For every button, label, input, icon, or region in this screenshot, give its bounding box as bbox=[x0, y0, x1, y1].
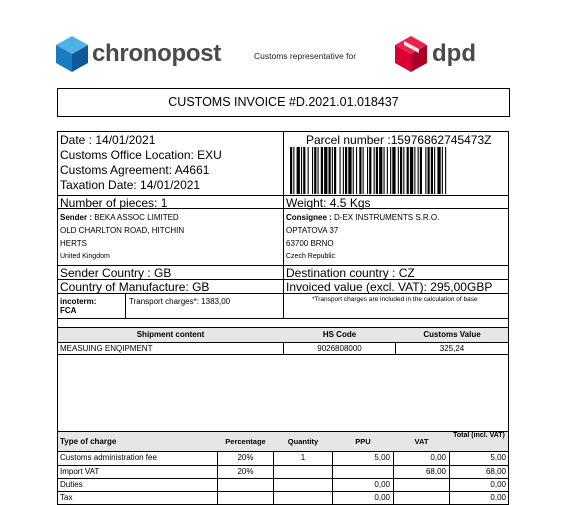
barcode-bar bbox=[420, 147, 422, 194]
charge-cell-total: 0,00 bbox=[490, 480, 506, 489]
charges-header-vat: VAT bbox=[414, 437, 429, 446]
customs-agreement: Customs Agreement: A4661 bbox=[60, 163, 210, 177]
barcode-bar bbox=[376, 147, 378, 194]
charges-header-ppu: PPU bbox=[355, 437, 371, 446]
sender-country-line: United Kingdom bbox=[60, 253, 110, 260]
shipment-content: MEASUING ENQIPMENT bbox=[60, 344, 153, 353]
invoice-title: CUSTOMS INVOICE #D.2021.01.018437 bbox=[57, 88, 510, 117]
destination-country: Destination country : CZ bbox=[286, 266, 415, 280]
charge-cell-type: Customs administration fee bbox=[60, 453, 157, 462]
shipment-header-hs: HS Code bbox=[322, 330, 357, 339]
chronopost-cube-icon bbox=[56, 36, 88, 72]
consignee-label: Consignee : bbox=[286, 213, 335, 222]
barcode-bar bbox=[348, 147, 351, 194]
barcode-bar bbox=[369, 147, 371, 194]
sender-address1: OLD CHARLTON ROAD, HITCHIN bbox=[60, 226, 185, 235]
representative-text: Customs representative for bbox=[254, 51, 357, 61]
transport-charges: Transport charges*: 1383,00 bbox=[129, 297, 231, 306]
barcode-bar bbox=[392, 147, 395, 194]
barcode-bar bbox=[301, 147, 302, 194]
barcode-bar bbox=[428, 147, 430, 194]
barcode-bar bbox=[384, 147, 385, 194]
invoiced-value: Invoiced value (excl. VAT): 295,00GBP bbox=[286, 280, 493, 294]
charge-cell-ppu: 0,00 bbox=[374, 493, 390, 502]
logo-header bbox=[0, 0, 565, 80]
sender-block bbox=[60, 213, 179, 222]
barcode-bar bbox=[431, 147, 433, 194]
barcode-bar bbox=[403, 147, 404, 194]
barcode-bar bbox=[407, 147, 409, 194]
barcode-bar bbox=[418, 147, 419, 194]
weight: Weight: 4.5 Kgs bbox=[286, 196, 371, 210]
parcel-number: Parcel number :15976862745473Z bbox=[306, 133, 492, 147]
barcode-bar bbox=[297, 147, 300, 194]
charge-cell-ppu: 5,00 bbox=[374, 453, 390, 462]
incoterm-value: FCA bbox=[60, 306, 77, 315]
sender-label: Sender : bbox=[60, 213, 95, 222]
barcode-bar bbox=[345, 147, 347, 194]
barcode-bar bbox=[390, 147, 391, 194]
barcode-bar bbox=[334, 147, 336, 194]
charges-header-qty: Quantity bbox=[287, 437, 319, 446]
barcode-bar bbox=[425, 147, 426, 194]
charge-cell-type: Import VAT bbox=[60, 467, 100, 476]
barcode-bar bbox=[379, 147, 382, 194]
charge-cell-pct: 20% bbox=[237, 467, 254, 476]
barcode-bar bbox=[359, 147, 361, 194]
barcode-bar bbox=[329, 147, 331, 194]
barcode-bar bbox=[314, 147, 316, 194]
charges-header-pct: Percentage bbox=[225, 437, 266, 446]
sender-address2: HERTS bbox=[60, 239, 87, 248]
taxation-date: Taxation Date: 14/01/2021 bbox=[60, 178, 201, 192]
consignee-name: D-EX INSTRUMENTS S.R.O. bbox=[334, 213, 440, 222]
barcode-bar bbox=[303, 147, 305, 194]
shipment-value: 325,24 bbox=[439, 344, 465, 353]
barcode-bar bbox=[324, 147, 327, 194]
country-of-manufacture: Country of Manufacture: GB bbox=[60, 280, 210, 294]
barcode-bar bbox=[434, 147, 435, 194]
charge-cell-total: 68,00 bbox=[485, 467, 506, 476]
barcode-bar bbox=[321, 147, 323, 194]
consignee-country-line: Czech Republic bbox=[286, 253, 336, 260]
charge-cell-ppu: 0,00 bbox=[374, 480, 390, 489]
chronopost-logo-text: chronopost bbox=[92, 40, 221, 67]
barcode-bar bbox=[356, 147, 357, 194]
barcode-bar bbox=[353, 147, 354, 194]
barcode-image bbox=[290, 147, 502, 194]
barcode-bar bbox=[290, 147, 292, 194]
consignee-address2: 63700 BRNO bbox=[286, 239, 334, 248]
barcode-bar bbox=[374, 147, 375, 194]
sender-name: BEKA ASSOC LIMITED bbox=[94, 213, 179, 222]
barcode-bar bbox=[332, 147, 333, 194]
barcode-bar bbox=[414, 147, 415, 194]
charge-cell-vat: 68,00 bbox=[425, 467, 446, 476]
barcode-bar bbox=[293, 147, 294, 194]
barcode-bar bbox=[400, 147, 402, 194]
barcode-bar bbox=[308, 147, 309, 194]
charge-cell-vat: 0,00 bbox=[430, 453, 446, 462]
barcode-bar bbox=[367, 147, 368, 194]
dpd-cube-icon bbox=[395, 36, 427, 72]
barcode-bar bbox=[442, 147, 443, 194]
invoice-date: Date : 14/01/2021 bbox=[60, 133, 156, 147]
number-of-pieces: Number of pieces: 1 bbox=[60, 196, 168, 210]
charge-cell-total: 5,00 bbox=[490, 453, 506, 462]
consignee-address1: OPTATOVA 37 bbox=[286, 226, 339, 235]
barcode-bar bbox=[343, 147, 344, 194]
charges-header-type: Type of charge bbox=[60, 437, 117, 446]
consignee-block bbox=[286, 213, 439, 222]
barcode-bar bbox=[363, 147, 364, 194]
barcode-bar bbox=[445, 147, 446, 194]
transport-note: *Transport charges are included in the calculation of base bbox=[312, 296, 478, 303]
barcode-bar bbox=[410, 147, 413, 194]
customs-office: Customs Office Location: EXU bbox=[60, 148, 222, 162]
barcode-bar bbox=[398, 147, 399, 194]
charges-header-total: Total (incl. VAT) bbox=[453, 432, 505, 439]
barcode-bar bbox=[340, 147, 341, 194]
shipment-header-content: Shipment content bbox=[136, 330, 205, 339]
sender-country: Sender Country : GB bbox=[60, 266, 172, 280]
incoterm-label: incoterm: bbox=[60, 297, 97, 306]
shipment-hs-code: 9026808000 bbox=[317, 344, 362, 353]
shipment-header-value: Customs Value bbox=[423, 330, 481, 339]
barcode-bar bbox=[437, 147, 440, 194]
barcode-bar bbox=[387, 147, 388, 194]
barcode-bar bbox=[318, 147, 319, 194]
charge-cell-total: 0,00 bbox=[490, 493, 506, 502]
dpd-logo-text: dpd bbox=[432, 40, 476, 67]
charge-cell-type: Tax bbox=[60, 493, 73, 502]
barcode-bar bbox=[312, 147, 313, 194]
charge-cell-type: Duties bbox=[60, 480, 83, 489]
charge-cell-qty: 1 bbox=[300, 453, 306, 462]
charge-cell-pct: 20% bbox=[237, 453, 254, 462]
